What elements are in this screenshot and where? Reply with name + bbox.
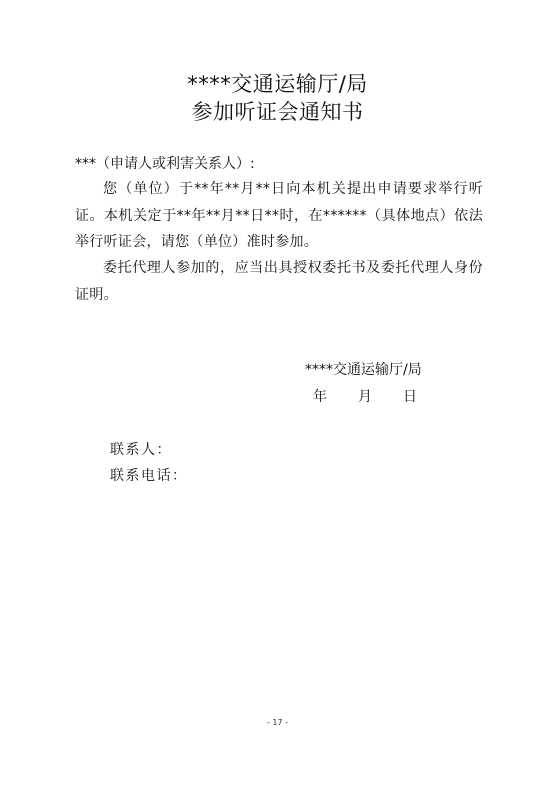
document-title-issuer: ****交通运输厅/局 — [187, 72, 368, 96]
salutation: ***（申请人或利害关系人）: — [75, 156, 255, 172]
contact-person-label: 联系人： — [110, 442, 172, 458]
date-month-label: 月 — [358, 389, 372, 405]
page-number: - 17 - — [266, 718, 289, 727]
date-day-label: 日 — [403, 389, 417, 405]
contact-phone-label: 联系电话： — [110, 468, 188, 484]
signature-date — [313, 387, 417, 407]
signature-organization: ****交通运输厅/局 — [305, 362, 422, 378]
document-title: 参加听证会通知书 — [191, 100, 364, 124]
date-year-label: 年 — [313, 389, 327, 405]
notice-paragraph: 您（单位）于**年**月**日向本机关提出申请要求举行听证。本机关定于**年**月**日**时，在******（具体地点）依法举行听证会，请您（单位）准时参加。 — [75, 181, 483, 250]
proxy-paragraph: 委托代理人参加的，应当出具授权委托书及委托代理人身份证明。 — [75, 260, 483, 303]
